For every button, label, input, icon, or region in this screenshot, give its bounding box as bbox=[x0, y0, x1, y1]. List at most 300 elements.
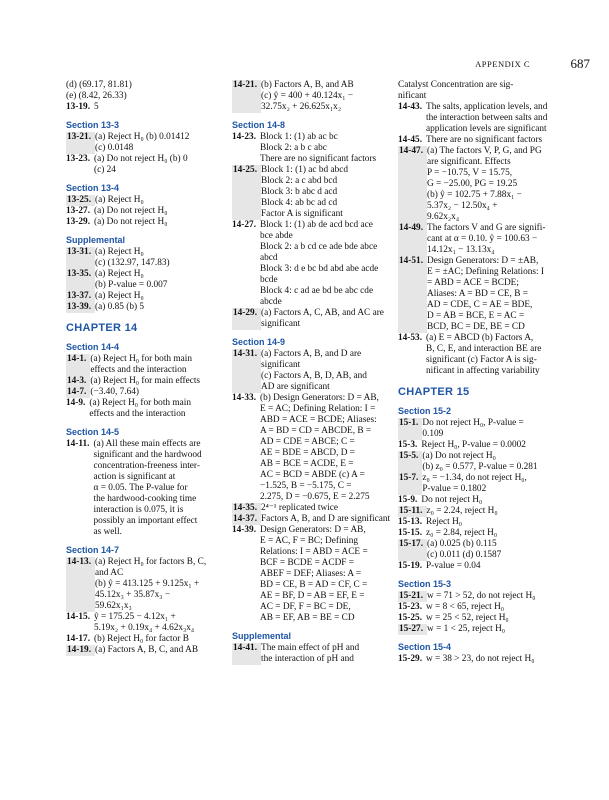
answer-text bbox=[426, 654, 562, 665]
exercise-number: 15-23. bbox=[398, 602, 423, 612]
answer-text bbox=[95, 645, 226, 656]
answer-text bbox=[426, 135, 562, 146]
answer-entry bbox=[66, 387, 226, 398]
answer-line: Catalyst Concentration are sig- bbox=[398, 80, 514, 90]
answer-line: There are no significant factors bbox=[426, 135, 543, 145]
section-heading: Supplemental bbox=[232, 631, 292, 641]
answer-line: Block 4: c ad ae bd be abc cde bbox=[260, 286, 374, 296]
answer-entry bbox=[398, 440, 562, 451]
answer-entry bbox=[66, 354, 226, 376]
answer-line: 5.19x₂ + 0.19x₄ + 4.62x₃x₄ bbox=[94, 623, 195, 633]
answer-entry bbox=[66, 80, 226, 91]
answer-entry bbox=[398, 539, 562, 561]
answer-line: BCF = BCDE = ACDF = bbox=[260, 558, 355, 568]
answer-text bbox=[94, 154, 226, 176]
answer-line: BCD, BC = DE, BE = CD bbox=[427, 322, 525, 332]
answer-line: (−3.40, 7.64) bbox=[90, 387, 139, 397]
answer-entry bbox=[232, 514, 394, 525]
answer-text bbox=[95, 269, 226, 291]
answer-text bbox=[66, 91, 226, 102]
answer-line: the interaction between salts and bbox=[426, 113, 548, 123]
exercise-number: 14-33. bbox=[232, 393, 257, 403]
exercise-number: 15-21. bbox=[398, 591, 427, 602]
answer-entry bbox=[398, 495, 562, 506]
answer-line: = ABD = ACE = BCDE; bbox=[427, 278, 519, 288]
answer-line: w = 1 < 25, reject H₀ bbox=[427, 624, 506, 634]
answer-line: bce abde bbox=[260, 231, 293, 241]
answer-line: A = BD = CD = ABCDE, B = bbox=[260, 426, 372, 436]
answer-text bbox=[426, 517, 562, 528]
answer-line: (b) ŷ = 413.125 + 9.125x₁ + bbox=[95, 579, 200, 589]
answer-line: Block 1: (1) ab de acd bcd ace bbox=[260, 220, 373, 230]
answer-text bbox=[89, 398, 226, 420]
answer-entry bbox=[66, 132, 226, 154]
answer-line: nificant in affecting variability bbox=[426, 366, 540, 376]
answer-text bbox=[261, 308, 394, 330]
section-heading: Section 15-3 bbox=[398, 579, 452, 589]
answer-line: B, C, E, and interaction BE are bbox=[426, 344, 542, 354]
answer-line: D = AB = BCE, E = AC = bbox=[427, 311, 525, 321]
answer-line: (c) 0.011 (d) 0.1587 bbox=[427, 550, 502, 560]
exercise-number: 14-51. bbox=[398, 256, 427, 333]
answer-line: w = 25 < 52, reject H₀ bbox=[426, 613, 509, 623]
answer-line: abcde bbox=[260, 297, 282, 307]
answer-text bbox=[427, 591, 562, 602]
column-middle bbox=[232, 80, 394, 665]
answer-text bbox=[426, 333, 562, 377]
answer-entry bbox=[66, 195, 226, 206]
answer-line: (a) Reject H₀ bbox=[95, 195, 144, 205]
section-heading: Section 14-5 bbox=[66, 427, 120, 437]
answer-text bbox=[260, 220, 394, 308]
answer-line: −1.525, B = −5.175, C = bbox=[260, 481, 352, 491]
answer-line: 5 bbox=[94, 102, 99, 112]
answer-text bbox=[94, 439, 226, 538]
exercise-number: 13-25. bbox=[66, 195, 95, 206]
answer-entry bbox=[398, 602, 562, 613]
answer-text bbox=[427, 506, 562, 517]
answer-entry bbox=[66, 634, 226, 645]
answer-text bbox=[95, 302, 226, 313]
answer-entry bbox=[232, 165, 394, 220]
answer-line: significant and the hardwood bbox=[93, 450, 202, 460]
answer-entry bbox=[232, 393, 394, 503]
answer-line: E = AC, F = BC; Defining bbox=[260, 536, 359, 546]
answer-text bbox=[90, 376, 226, 387]
answer-line: Block 2: a c abd bcd bbox=[261, 176, 338, 186]
answer-line: There are no significant factors bbox=[260, 154, 377, 164]
answer-entry bbox=[398, 591, 562, 602]
answer-line: ABEF = DEF; Aliases: A = bbox=[260, 569, 362, 579]
answer-line: E = ±AC; Defining Relations: I bbox=[427, 267, 545, 277]
answer-text bbox=[261, 503, 394, 514]
answer-entry bbox=[232, 80, 394, 113]
answer-line: effects and the interaction bbox=[89, 409, 186, 419]
exercise-number: 15-25. bbox=[398, 613, 423, 623]
answer-line: ABD = ACE = BCDE; Aliases: bbox=[260, 415, 377, 425]
answer-line: as well. bbox=[93, 527, 122, 537]
answer-entry bbox=[398, 613, 562, 624]
exercise-number: 14-17. bbox=[66, 634, 91, 644]
answer-line: (a) Reject H₀ (b) 0.01412 bbox=[95, 132, 190, 142]
answer-line: (b) z₀ = 0.577, P-value = 0.281 bbox=[422, 462, 538, 472]
answer-line: (c) ŷ = 400 + 40.124x₁ − bbox=[261, 91, 354, 101]
answer-line: the hardwood-cooking time bbox=[93, 494, 197, 504]
answer-line: (a) Factors A, C, AB, and AC are bbox=[261, 308, 384, 318]
answer-line: w = 8 < 65, reject H₀ bbox=[426, 602, 505, 612]
answer-text bbox=[95, 291, 226, 302]
answer-line: interaction is 0.075, it is bbox=[93, 505, 184, 515]
answer-text bbox=[66, 80, 226, 91]
answer-line: significant bbox=[261, 360, 301, 370]
answer-entry bbox=[232, 220, 394, 308]
answer-entry bbox=[398, 451, 562, 473]
answer-line: (b) Reject H₀ for factor B bbox=[94, 634, 189, 644]
answer-line: (c) Factors A, B, D, AB, and bbox=[261, 371, 367, 381]
answer-entry bbox=[66, 376, 226, 387]
answer-line: AE = BDE = ABCD, D = bbox=[260, 448, 356, 458]
answer-text bbox=[261, 514, 394, 525]
exercise-number: 14-7. bbox=[66, 387, 90, 398]
answer-line: AC = BCD = ABDE (c) A = bbox=[260, 470, 365, 480]
answer-line: Aliases: A = BD = CE, B = bbox=[427, 289, 528, 299]
answer-text bbox=[94, 102, 226, 113]
answer-line: (a) Do not reject H₀ bbox=[94, 206, 168, 216]
answer-line: Block 2: a b c abc bbox=[260, 143, 327, 153]
answer-text bbox=[260, 525, 394, 624]
answer-line: 2.275, D = −0.675, E = 2.275 bbox=[260, 492, 370, 502]
exercise-number: 15-13. bbox=[398, 517, 423, 527]
exercise-number: 14-21. bbox=[232, 80, 261, 113]
answer-line: 5.37x₂ − 12.50x₄ + bbox=[427, 201, 498, 211]
exercise-number: 14-41. bbox=[232, 643, 261, 665]
answer-line: (b) ŷ = 102.75 + 7.88x₁ − bbox=[427, 190, 522, 200]
answer-text bbox=[427, 223, 562, 256]
answer-entry bbox=[398, 506, 562, 517]
answer-line: AB = BCE = ACDE, E = bbox=[260, 459, 354, 469]
answer-line: P-value = 0.1802 bbox=[422, 484, 487, 494]
exercise-number: 14-27. bbox=[232, 220, 257, 230]
page-header bbox=[440, 56, 590, 72]
answer-text bbox=[426, 528, 562, 539]
exercise-number: 13-37. bbox=[66, 291, 95, 302]
answer-text bbox=[427, 539, 562, 561]
answer-entry bbox=[398, 146, 562, 223]
answer-line: (a) Reject H₀ bbox=[95, 291, 144, 301]
exercise-number: 15-17. bbox=[398, 539, 427, 561]
exercise-number: 14-9. bbox=[66, 398, 86, 408]
answer-text bbox=[398, 80, 562, 102]
answer-line: P-value = 0.04 bbox=[426, 561, 481, 571]
answer-entry bbox=[66, 398, 226, 420]
answer-entry bbox=[66, 206, 226, 217]
exercise-number: 14-43. bbox=[398, 102, 423, 112]
answer-text bbox=[94, 217, 226, 228]
answer-line: Design Generators: D = AB, bbox=[260, 525, 366, 535]
answer-line: z₀ = 2.84, reject H₀ bbox=[426, 528, 498, 538]
answer-text bbox=[95, 557, 226, 612]
section-heading: Section 14-7 bbox=[66, 545, 120, 555]
answer-line: Do not reject H₀, P-value = bbox=[422, 418, 524, 428]
answer-line: BD = CE, B = AD = CF, C = bbox=[260, 580, 368, 590]
exercise-number: 14-11. bbox=[66, 439, 90, 449]
answer-line: nificant bbox=[398, 91, 427, 101]
answer-line: (a) Factors A, B, and D are bbox=[261, 349, 362, 359]
answer-text bbox=[260, 393, 394, 503]
answer-line: The salts, application levels, and bbox=[426, 102, 548, 112]
answer-line: G = −25.00, PG = 19.25 bbox=[427, 179, 518, 189]
exercise-number: 15-11. bbox=[398, 506, 427, 517]
answer-line: AD = CDE, C = AE = BDE, bbox=[427, 300, 533, 310]
answer-line: (a) Do not reject H₀ bbox=[94, 217, 168, 227]
answer-line: (a) All these main effects are bbox=[93, 439, 201, 449]
answer-line: (a) Do not reject H₀ (b) 0 bbox=[94, 154, 188, 164]
column-left bbox=[66, 80, 226, 656]
answer-line: (a) Reject H₀ for both main bbox=[90, 354, 192, 364]
answer-text bbox=[426, 102, 562, 135]
answer-line: The main effect of pH and bbox=[261, 643, 360, 653]
answer-entry bbox=[398, 80, 562, 102]
answer-line: (a) Reject H₀ bbox=[95, 269, 144, 279]
answer-line: z₀ = −1.34, do not reject H₀, bbox=[422, 473, 527, 483]
answer-line: Relations: I = ABD = ACE = bbox=[260, 547, 368, 557]
answer-line: 14.12x₁ − 13.13x₄ bbox=[427, 245, 495, 255]
answer-line: the interaction of pH and bbox=[261, 654, 354, 664]
answer-entry bbox=[66, 302, 226, 313]
answer-line: effects and the interaction bbox=[90, 365, 187, 375]
answer-line: AB = EF, AB = BE = CD bbox=[260, 613, 355, 623]
answer-entry bbox=[398, 528, 562, 539]
answer-line: Block 3: d e bc bd abd abe acde bbox=[260, 264, 379, 274]
exercise-number: 13-29. bbox=[66, 217, 91, 227]
answer-entry bbox=[232, 503, 394, 514]
exercise-number: 14-15. bbox=[66, 612, 91, 622]
answer-entry bbox=[66, 102, 226, 113]
answer-text bbox=[421, 495, 562, 506]
answer-line: P = −10.75, V = 15.75, bbox=[427, 168, 513, 178]
answer-line: (c) 0.0148 bbox=[95, 143, 134, 153]
answer-line: (a) The factors V, P, G, and PG bbox=[427, 146, 542, 156]
answer-line: (d) (69.17, 81.81) bbox=[66, 80, 132, 90]
answer-text bbox=[421, 440, 562, 451]
answer-entry bbox=[398, 517, 562, 528]
answer-line: α = 0.05. The P-value for bbox=[93, 483, 188, 493]
exercise-number: 14-37. bbox=[232, 514, 261, 525]
answer-line: and AC bbox=[95, 568, 124, 578]
exercise-number: 15-27. bbox=[398, 624, 427, 635]
answer-entry bbox=[232, 132, 394, 165]
answer-line: Do not reject H₀ bbox=[421, 495, 483, 505]
answer-text bbox=[260, 132, 394, 165]
answer-line: Block 1: (1) ac bd abcd bbox=[261, 165, 349, 175]
answer-line: abcd bbox=[260, 253, 278, 263]
answer-line: Factor A is significant bbox=[261, 209, 343, 219]
answer-line: 2⁴⁻¹ replicated twice bbox=[261, 503, 339, 513]
answer-line: 32.75x₂ + 26.625x₁x₂ bbox=[261, 102, 342, 112]
answer-line: Reject H₀ bbox=[426, 517, 463, 527]
answer-text bbox=[426, 561, 562, 572]
answer-entry bbox=[398, 561, 562, 572]
answer-line: The factors V and G are signifi- bbox=[427, 223, 546, 233]
answer-text bbox=[94, 634, 226, 645]
answer-line: AD are significant bbox=[261, 382, 330, 392]
answer-line: AD = CDE = ABCE; C = bbox=[260, 437, 355, 447]
answer-text bbox=[422, 451, 562, 473]
answer-entry bbox=[232, 643, 394, 665]
answer-entry bbox=[232, 525, 394, 624]
answer-line: Reject H₀, P-value = 0.0002 bbox=[421, 440, 526, 450]
answer-text bbox=[426, 602, 562, 613]
answer-line: concentration-freeness inter- bbox=[93, 461, 200, 471]
exercise-number: 13-19. bbox=[66, 102, 91, 112]
answer-line: (a) Factors A, B, C, and AB bbox=[95, 645, 199, 655]
exercise-number: 14-49. bbox=[398, 223, 427, 256]
answer-line: significant bbox=[261, 319, 301, 329]
answer-text bbox=[95, 247, 226, 269]
section-heading: Section 13-3 bbox=[66, 120, 120, 130]
exercise-number: 14-13. bbox=[66, 557, 95, 612]
answer-entry bbox=[232, 308, 394, 330]
answer-entry bbox=[398, 473, 562, 495]
answer-entry bbox=[66, 557, 226, 612]
exercise-number: 13-35. bbox=[66, 269, 95, 291]
answer-entry bbox=[398, 333, 562, 377]
answer-line: AC = DF, F = BC = DE, bbox=[260, 602, 351, 612]
answer-text bbox=[422, 418, 562, 440]
answer-text bbox=[261, 349, 394, 393]
answer-entry bbox=[66, 269, 226, 291]
section-heading: Section 14-9 bbox=[232, 337, 286, 347]
answer-text bbox=[427, 256, 562, 333]
answer-line: (a) 0.85 (b) 5 bbox=[95, 302, 145, 312]
exercise-number: 13-23. bbox=[66, 154, 91, 164]
answer-line: cant at α = 0.10. ŷ = 100.63 − bbox=[427, 234, 538, 244]
exercise-number: 15-1. bbox=[398, 418, 422, 440]
answer-text bbox=[95, 195, 226, 206]
answer-line: E = AC; Defining Relation: I = bbox=[260, 404, 376, 414]
answer-text bbox=[90, 354, 226, 376]
answer-entry bbox=[398, 135, 562, 146]
answer-line: Factors A, B, and D are significant bbox=[261, 514, 391, 524]
answer-line: bcde bbox=[260, 275, 278, 285]
exercise-number: 15-7. bbox=[398, 473, 422, 495]
exercise-number: 15-19. bbox=[398, 561, 423, 571]
answer-line: (a) Reject H₀ for factors B, C, bbox=[95, 557, 207, 567]
answer-line: action is significant at bbox=[93, 472, 176, 482]
answer-text bbox=[261, 643, 394, 665]
answer-text bbox=[261, 165, 394, 220]
exercise-number: 15-3. bbox=[398, 440, 418, 450]
exercise-number: 14-53. bbox=[398, 333, 423, 343]
answer-entry bbox=[398, 102, 562, 135]
running-head: APPENDIX C bbox=[475, 59, 530, 69]
exercise-number: 13-27. bbox=[66, 206, 91, 216]
answer-line: possibly an important effect bbox=[93, 516, 198, 526]
answer-line: Block 1: (1) ab ac bc bbox=[260, 132, 338, 142]
answer-line: AE = BF, D = AB = EF, E = bbox=[260, 591, 365, 601]
section-heading: Section 13-4 bbox=[66, 183, 120, 193]
answer-line: 9.62x₂x₄ bbox=[427, 212, 460, 222]
answer-line: (a) Reject H₀ for main effects bbox=[90, 376, 201, 386]
answer-text bbox=[95, 132, 226, 154]
answer-entry bbox=[398, 624, 562, 635]
answer-line: (a) Reject H₀ bbox=[95, 247, 144, 257]
answer-line: are significant. Effects bbox=[427, 157, 511, 167]
answer-text bbox=[94, 206, 226, 217]
answer-entry bbox=[66, 247, 226, 269]
exercise-number: 15-5. bbox=[398, 451, 422, 473]
answer-text bbox=[426, 613, 562, 624]
answer-line: (b) P-value = 0.007 bbox=[95, 280, 168, 290]
answer-text bbox=[90, 387, 226, 398]
page-number: 687 bbox=[570, 56, 590, 71]
exercise-number: 15-9. bbox=[398, 495, 418, 505]
answer-entry bbox=[66, 645, 226, 656]
section-heading: Section 15-2 bbox=[398, 406, 452, 416]
exercise-number: 13-39. bbox=[66, 302, 95, 313]
answer-entry bbox=[66, 91, 226, 102]
answer-entry bbox=[398, 418, 562, 440]
exercise-number: 15-15. bbox=[398, 528, 423, 538]
exercise-number: 14-45. bbox=[398, 135, 423, 145]
exercise-number: 15-29. bbox=[398, 654, 423, 664]
section-heading: Supplemental bbox=[66, 235, 126, 245]
answer-line: (a) Reject H₀ for both main bbox=[89, 398, 191, 408]
chapter-heading: CHAPTER 15 bbox=[398, 386, 470, 398]
answer-line: (b) Design Generators: D = AB, bbox=[260, 393, 379, 403]
answer-line: ŷ = 175.25 − 4.12x₁ + bbox=[94, 612, 176, 622]
answer-line: 45.12x₃ + 35.87x₃ − bbox=[95, 590, 171, 600]
answer-entry bbox=[398, 223, 562, 256]
answer-line: significant (c) Factor A is sig- bbox=[426, 355, 537, 365]
answer-text bbox=[94, 612, 226, 634]
exercise-number: 14-47. bbox=[398, 146, 427, 223]
answer-entry bbox=[66, 439, 226, 538]
answer-entry bbox=[66, 154, 226, 176]
answer-text bbox=[427, 146, 562, 223]
answer-line: application levels are significant bbox=[426, 124, 547, 134]
exercise-number: 14-31. bbox=[232, 349, 261, 393]
answer-line: Block 2: a b cd ce ade bde abce bbox=[260, 242, 378, 252]
answer-line: (e) (8.42, 26.33) bbox=[66, 91, 127, 101]
answer-text bbox=[261, 80, 394, 113]
exercise-number: 14-39. bbox=[232, 525, 257, 535]
answer-line: 59.62x₁x₃ bbox=[95, 601, 132, 611]
answer-text bbox=[422, 473, 562, 495]
answer-entry bbox=[398, 256, 562, 333]
answer-line: w = 71 > 52, do not reject H₀ bbox=[427, 591, 536, 601]
answer-entry bbox=[66, 217, 226, 228]
section-heading: Section 14-4 bbox=[66, 342, 120, 352]
answer-line: (c) 24 bbox=[94, 165, 116, 175]
answer-entry bbox=[66, 291, 226, 302]
answer-line: Block 3: b abc d acd bbox=[261, 187, 338, 197]
answer-entry bbox=[398, 654, 562, 665]
answer-entry bbox=[232, 349, 394, 393]
answer-line: Design Generators: D = ±AB, bbox=[427, 256, 539, 266]
exercise-number: 14-29. bbox=[232, 308, 261, 330]
exercise-number: 14-23. bbox=[232, 132, 257, 142]
exercise-number: 13-31. bbox=[66, 247, 95, 269]
answer-line: (a) Do not reject H₀ bbox=[422, 451, 496, 461]
answer-line: (a) E = ABCD (b) Factors A, bbox=[426, 333, 534, 343]
answer-text bbox=[427, 624, 562, 635]
exercise-number: 14-35. bbox=[232, 503, 261, 514]
answer-line: 0.109 bbox=[422, 429, 444, 439]
answer-line: (a) 0.025 (b) 0.115 bbox=[427, 539, 497, 549]
answer-line: Block 4: ab bc ad cd bbox=[261, 198, 338, 208]
exercise-number: 14-3. bbox=[66, 376, 90, 387]
